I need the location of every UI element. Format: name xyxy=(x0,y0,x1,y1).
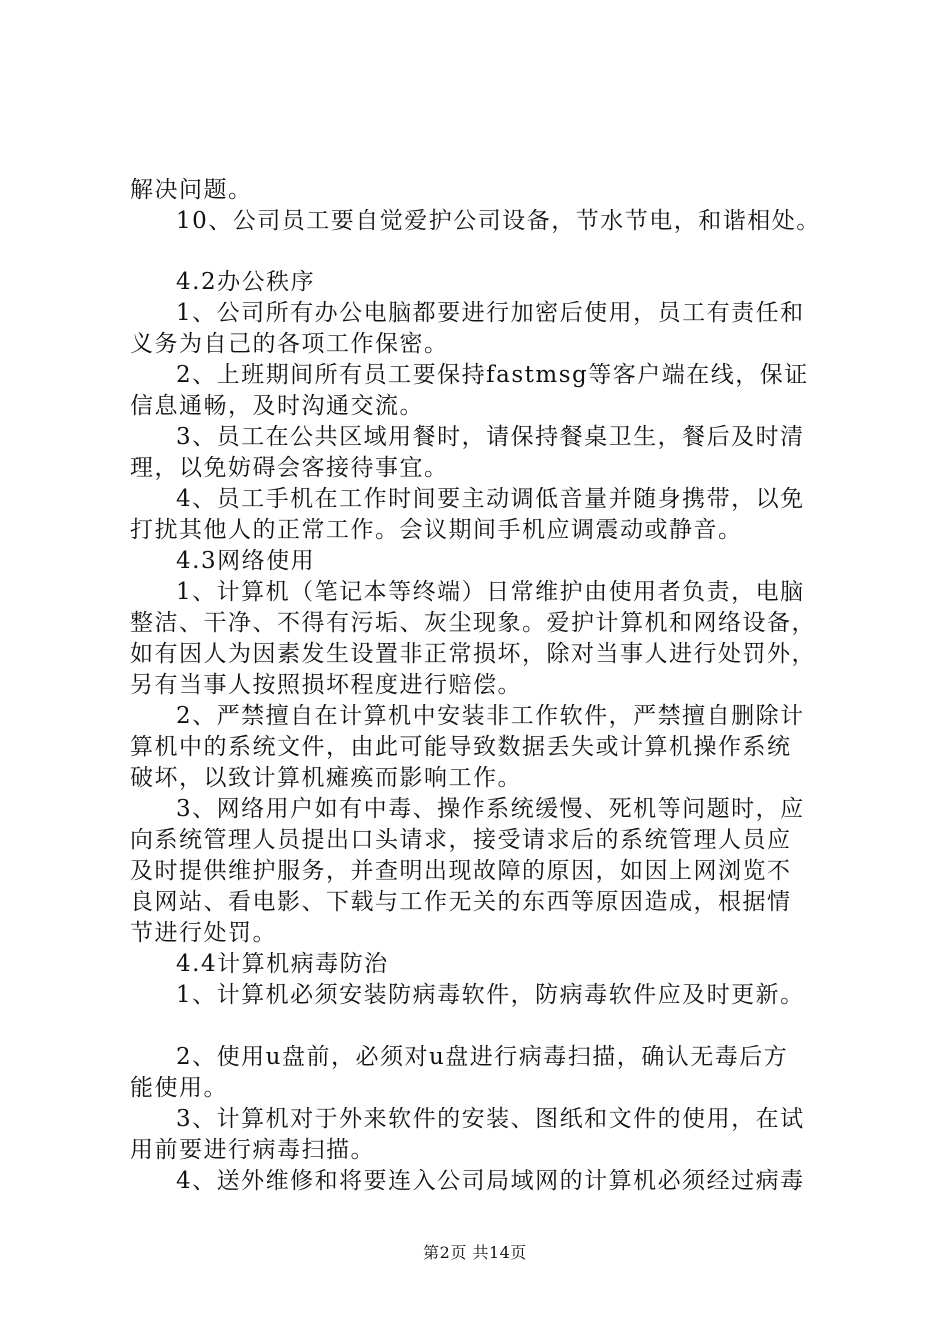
text-line: 1、公司所有办公电脑都要进行加密后使用，员工有责任和 xyxy=(176,300,805,326)
section-heading: 4.2办公秩序 xyxy=(176,269,316,295)
text-line: 及时提供维护服务，并查明出现故障的原因，如因上网浏览不 xyxy=(130,858,792,884)
text-line: 用前要进行病毒扫描。 xyxy=(130,1137,375,1163)
page-number-footer: 第2页 共14页 xyxy=(423,1243,527,1262)
text-line: 破坏，以致计算机瘫痪而影响工作。 xyxy=(130,765,522,791)
text-line: 4、员工手机在工作时间要主动调低音量并随身携带，以免 xyxy=(176,486,805,512)
text-line: 解决问题。 xyxy=(130,177,253,203)
text-line: 1、计算机必须安装防病毒软件，防病毒软件应及时更新。 xyxy=(176,982,805,1008)
text-line: 节进行处罚。 xyxy=(130,920,277,946)
text-line: 3、网络用户如有中毒、操作系统缓慢、死机等问题时，应 xyxy=(176,796,805,822)
text-line: 如有因人为因素发生设置非正常损坏，除对当事人进行处罚外， xyxy=(130,641,816,667)
text-line: 4、送外维修和将要连入公司局域网的计算机必须经过病毒 xyxy=(176,1168,805,1194)
text-line: 信息通畅，及时沟通交流。 xyxy=(130,393,424,419)
text-line: 义务为自己的各项工作保密。 xyxy=(130,331,449,357)
text-line: 打扰其他人的正常工作。会议期间手机应调震动或静音。 xyxy=(130,517,743,543)
text-line: 良网站、看电影、下载与工作无关的东西等原因造成，根据情 xyxy=(130,889,792,915)
text-line: 2、严禁擅自在计算机中安装非工作软件，严禁擅自删除计 xyxy=(176,703,805,729)
text-line: 3、计算机对于外来软件的安装、图纸和文件的使用，在试 xyxy=(176,1106,805,1132)
text-line: 2、上班期间所有员工要保持fastmsg等客户端在线，保证 xyxy=(176,362,809,388)
text-line: 2、使用u盘前，必须对u盘进行病毒扫描，确认无毒后方 xyxy=(176,1044,789,1070)
text-line: 能使用。 xyxy=(130,1075,228,1101)
text-line: 10、公司员工要自觉爱护公司设备，节水节电，和谐相处。 xyxy=(176,208,821,234)
text-line: 算机中的系统文件，由此可能导致数据丢失或计算机操作系统 xyxy=(130,734,792,760)
text-line: 3、员工在公共区域用餐时，请保持餐桌卫生，餐后及时清 xyxy=(176,424,805,450)
text-line: 向系统管理人员提出口头请求，接受请求后的系统管理人员应 xyxy=(130,827,792,853)
text-line: 理，以免妨碍会客接待事宜。 xyxy=(130,455,449,481)
text-line: 1、计算机（笔记本等终端）日常维护由使用者负责，电脑 xyxy=(176,579,805,605)
text-line: 整洁、干净、不得有污垢、灰尘现象。爱护计算机和网络设备， xyxy=(130,610,816,636)
section-heading: 4.4计算机病毒防治 xyxy=(176,951,389,977)
section-heading: 4.3网络使用 xyxy=(176,548,316,574)
text-line: 另有当事人按照损坏程度进行赔偿。 xyxy=(130,672,522,698)
